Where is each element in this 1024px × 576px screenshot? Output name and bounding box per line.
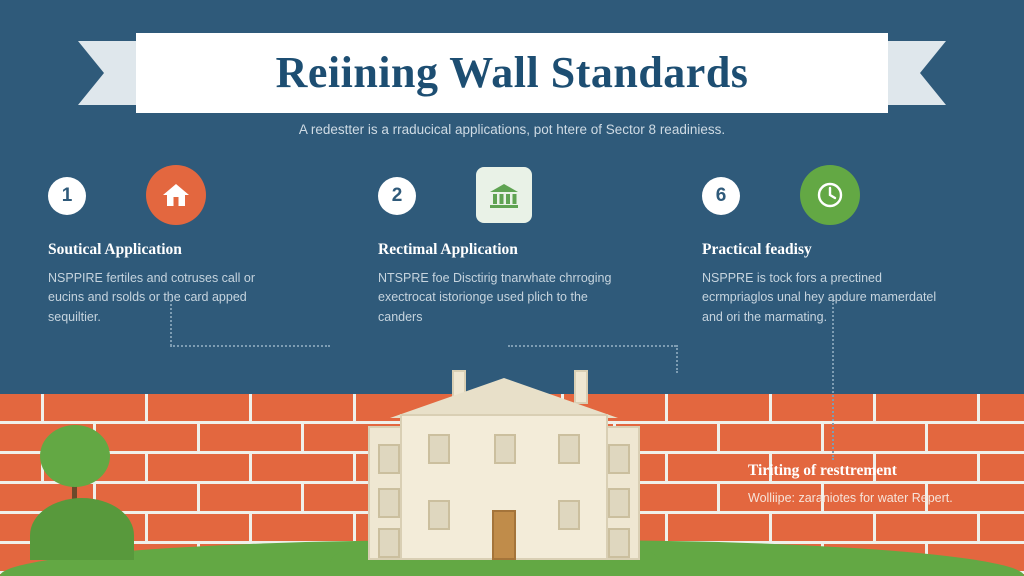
brick (824, 424, 928, 454)
window (428, 434, 450, 464)
wall-note-title: Tiriting of resttrement (748, 462, 897, 479)
brick (876, 514, 980, 544)
clock-icon (800, 165, 860, 225)
window (428, 500, 450, 530)
brick (148, 454, 252, 484)
step-title: Rectimal Application (378, 241, 518, 258)
connector-line (508, 345, 676, 347)
tree-crown (40, 425, 110, 487)
connector-line (676, 345, 678, 373)
step-number-badge: 6 (702, 177, 740, 215)
brick (0, 454, 44, 484)
window (494, 434, 516, 464)
brick (0, 394, 44, 424)
brick (252, 454, 356, 484)
step-header (702, 165, 992, 227)
page-subtitle: A redestter is a rraducical applications, pot htere of Sector 8 readiniess. (298, 122, 726, 137)
step-header (378, 165, 668, 227)
brick (928, 424, 1024, 454)
step-body: NTSPRE foe Disctirig tnarwhate chrroging exectrocat istorionge used plich to the canders (378, 271, 612, 324)
step-title: Practical feadisy (702, 241, 812, 258)
brick (980, 394, 1024, 424)
brick (876, 394, 980, 424)
wall-note-body: Wolliipe: zaraniotes for water Repert. (748, 491, 953, 505)
window (608, 528, 630, 558)
step-number-badge: 2 (378, 177, 416, 215)
brick (980, 454, 1024, 484)
front-door (492, 510, 516, 560)
window (608, 444, 630, 474)
window (378, 444, 400, 474)
brick (252, 394, 356, 424)
brick (668, 394, 772, 424)
step-number-badge: 1 (48, 177, 86, 215)
title-banner (78, 33, 946, 113)
step-body: NSPPRE is tock fors a prectined ecrmpriaglos unal hey apdure mamerdatel and ori the marmating. (702, 271, 937, 324)
house-illustration (368, 352, 640, 560)
step-header (48, 165, 338, 227)
brick (200, 424, 304, 454)
house-icon (146, 165, 206, 225)
step-column-3 (702, 165, 992, 327)
roof-shape (390, 378, 618, 418)
step-body: NSPPIRE fertiles and cotruses call or eucins and rsolds or the card apped sequiltier. (48, 271, 256, 324)
brick (980, 514, 1024, 544)
page-title: Reiining Wall Standards (275, 48, 749, 97)
wall-note (748, 462, 978, 508)
brick (252, 514, 356, 544)
brick (720, 424, 824, 454)
brick (772, 394, 876, 424)
step-column-2 (378, 165, 668, 327)
window (558, 434, 580, 464)
brick (148, 514, 252, 544)
step-title: Soutical Application (48, 241, 182, 258)
banner-ribbon-right (878, 41, 946, 105)
connector-line (170, 345, 330, 347)
banner-panel (136, 33, 888, 113)
brick (96, 424, 200, 454)
bank-building-icon (476, 167, 532, 223)
brick (44, 394, 148, 424)
brick (668, 514, 772, 544)
brick (772, 514, 876, 544)
brick (148, 394, 252, 424)
window (558, 500, 580, 530)
brick (200, 484, 304, 514)
window (378, 488, 400, 518)
window (608, 488, 630, 518)
window (378, 528, 400, 558)
step-column-1 (48, 165, 338, 327)
